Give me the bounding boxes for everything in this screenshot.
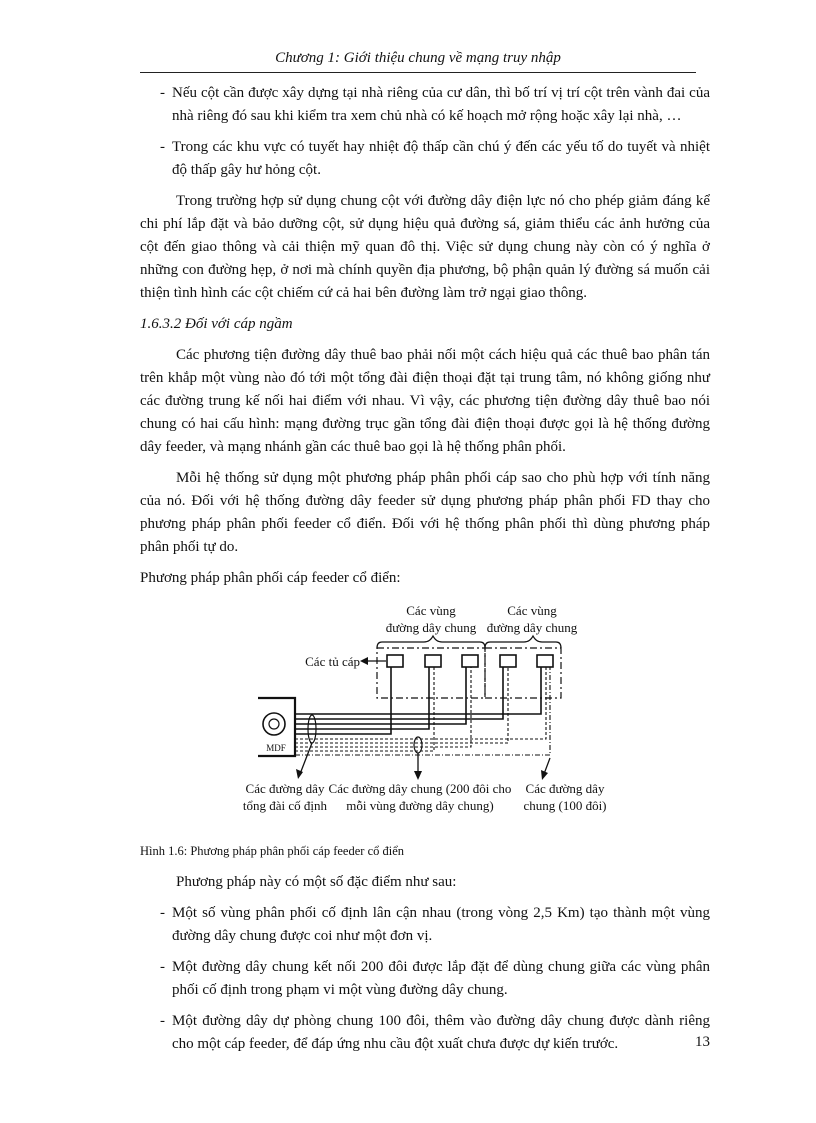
bullet-text: Một đường dây dự phòng chung 100 đôi, thêm vào đường dây chung được dành riêng cho một cáp feeder, để đáp ứng nhu cầu đột xuất chưa được dự kiến trước.: [172, 1013, 710, 1052]
cabinet-box: [387, 655, 403, 667]
paragraph-underground: Các phương tiện đường dây thuê bao phải nối một cách hiệu quả các thuê bao phân tán trên khắp một vùng nào đó tới một tổng đài điện thoại đặt tại trung tâm, nó không giống như các đường trung kế nối hai điểm với nhau. Vì vậy, các phương tiện đường dây thuê bao nói chung có hai cấu hình: mạng đường trục gần tổng đài điện thoại được gọi là hệ thống đường dây feeder, và mạng nhánh gần các thuê bao gọi là hệ thống phân phối.: [140, 347, 710, 455]
bullet-dash: -: [160, 959, 165, 975]
bullet-dash: -: [160, 85, 165, 101]
page-number: 13: [695, 1034, 710, 1050]
paragraph-shared-pole: Trong trường hợp sử dụng chung cột với đường dây điện lực nó cho phép giảm đáng kể chi phí lắp đặt và bảo dưỡng cột, sử dụng hiệu quả đường sá, giảm thiểu các ảnh hưởng của cột đến giao thông và cải thiện mỹ quan đô thị. Việc sử dụng chung này còn có ý nghĩa ở những con đường hẹp, ở nơi mà chính quyền địa phương, bộ phận quản lý đường sá muốn cải thiện tình hình các cột chiếm cứ cả hai bên đường làm trở ngại giao thông.: [140, 193, 710, 301]
section-heading: 1.6.3.2 Đối với cáp ngầm: [140, 316, 293, 332]
zone-brace-2: [485, 636, 561, 648]
fixed-lines-label: Các đường dây tổng đài cố định: [242, 781, 328, 813]
mdf-dial-inner: [269, 719, 279, 729]
header-divider: [140, 72, 696, 73]
page-header-title: Chương 1: Giới thiệu chung về mạng truy nhập: [275, 50, 561, 66]
bullet-dash: -: [160, 139, 165, 155]
spare-lines-arrowhead: [541, 770, 548, 780]
feeder-distribution-figure: [140, 598, 710, 826]
page-content: [140, 82, 710, 1064]
fixed-lines-arrow: [300, 743, 312, 774]
cabinet-arrow-head: [360, 657, 368, 665]
bullet-dash: -: [160, 905, 165, 921]
bullet-dash: -: [160, 1013, 165, 1029]
bullet-text: Một số vùng phân phối cố định lân cận nhau (trong vòng 2,5 Km) tạo thành một vùng đường dây chung được coi như một đơn vị.: [172, 905, 710, 944]
features-intro: Phương pháp này có một số đặc điểm như sau:: [176, 874, 457, 890]
bullet-text: Một đường dây chung kết nối 200 đôi được lắp đặt để dùng chung giữa các vùng phân phối cố định trong phạm vi một vùng đường dây chung.: [172, 959, 710, 998]
shared-lines-arrowhead: [414, 771, 422, 780]
mdf-label: MDF: [266, 743, 286, 753]
spare-lines-label: Các đường dây chung (100 đôi): [523, 781, 607, 813]
bullet-item: [140, 136, 710, 182]
figure-caption: Hình 1.6: Phương pháp phân phối cáp feeder cổ điển: [140, 844, 405, 858]
fixed-exchange-lines: [295, 667, 541, 734]
paragraph-methods: Mỗi hệ thống sử dụng một phương pháp phân phối cáp sao cho phù hợp với tính năng của nó. Đối với hệ thống đường dây feeder sử dụng phương pháp phân phối FD thay cho phương pháp phân phối feeder cổ điển. Đối với hệ thống phân phối thì dùng phương pháp phân phối tự do.: [140, 470, 710, 555]
cabinet-box: [462, 655, 478, 667]
cabinet-box: [537, 655, 553, 667]
zone-label-2: Các vùng đường dây chung: [486, 603, 578, 635]
bullet-text: Trong các khu vực có tuyết hay nhiệt độ thấp cần chú ý đến các yếu tố do tuyết và nhiệt độ thấp gây hư hỏng cột.: [172, 139, 710, 178]
spare-lines-arrow: [544, 758, 550, 774]
bullet-text: Nếu cột cần được xây dựng tại nhà riêng của cư dân, thì bố trí vị trí cột trên vành đai của nhà riêng đó sau khi kiểm tra xem chủ nhà có kế hoạch mở rộng hoặc xây lại nhà, …: [172, 85, 710, 124]
bullet-item: [140, 1010, 710, 1056]
bullet-item: [140, 902, 710, 948]
zone-label-1: Các vùng đường dây chung: [385, 603, 477, 635]
cabinet-label: Các tủ cáp: [305, 654, 360, 669]
mdf-dial-outer: [263, 713, 285, 735]
shared-lines-label: Các đường dây chung (200 đôi cho mỗi vùng đường dây chung): [328, 781, 512, 813]
bullet-item: [140, 956, 710, 1002]
cabinet-box: [425, 655, 441, 667]
figure-intro: Phương pháp phân phối cáp feeder cổ điển:: [140, 570, 401, 586]
bullet-item: [140, 82, 710, 128]
zone-brace-1: [377, 636, 485, 648]
cabinet-box: [500, 655, 516, 667]
spare-lines: [295, 667, 550, 755]
